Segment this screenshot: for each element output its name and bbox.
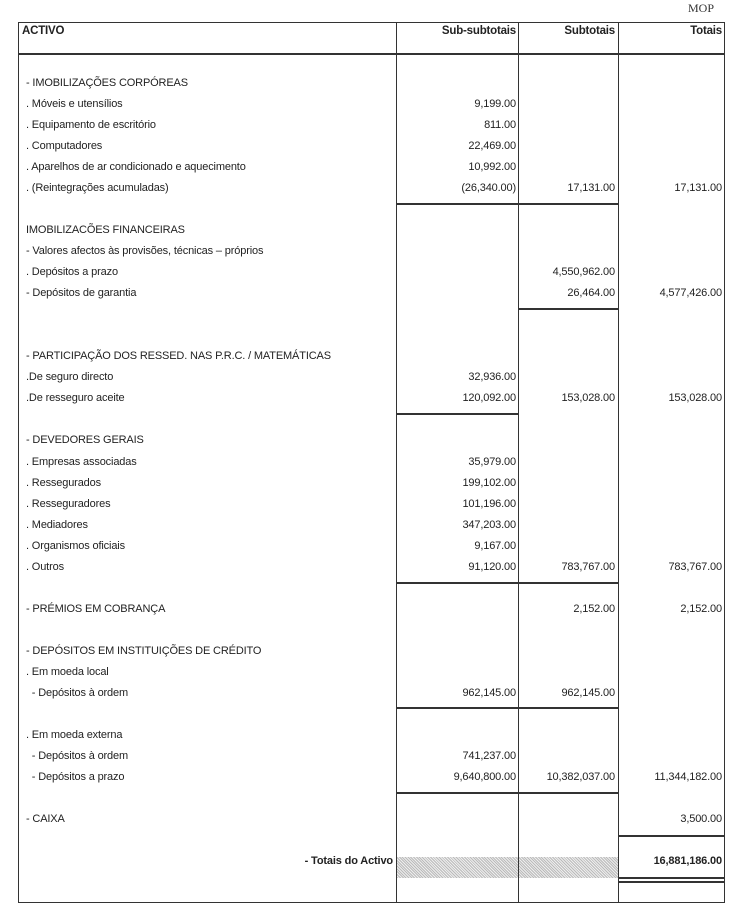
sub-subtotal-cell: 811.00 xyxy=(484,119,516,131)
row-label: - DEVEDORES GERAIS xyxy=(26,434,144,446)
row-label: . Em moeda externa xyxy=(26,729,123,741)
total-cell: 3,500.00 xyxy=(680,813,722,825)
table-row xyxy=(0,262,743,282)
row-label: - PRÉMIOS EM COBRANÇA xyxy=(26,603,166,615)
subtotal-cell: 783,767.00 xyxy=(561,561,615,573)
table-row xyxy=(0,220,743,240)
row-label: . Ressegurados xyxy=(26,477,101,489)
sub-subtotal-cell: 10,992.00 xyxy=(468,161,516,173)
row-label: . Depósitos a prazo xyxy=(26,266,118,278)
row-label: - Valores afectos às provisões, técnicas – próprios xyxy=(26,245,264,257)
sub-subtotal-cell: 101,196.00 xyxy=(462,498,516,510)
table-row xyxy=(0,73,743,93)
section-divider xyxy=(518,308,618,310)
table-row xyxy=(0,94,743,114)
total-cell: 783,767.00 xyxy=(668,561,722,573)
row-label: . Empresas associadas xyxy=(26,456,137,468)
table-row xyxy=(0,346,743,366)
row-label: - DEPÓSITOS EM INSTITUIÇÕES DE CRÉDITO xyxy=(26,645,262,657)
sub-subtotal-cell: 9,640,800.00 xyxy=(453,771,516,783)
row-label: . Organismos oficiais xyxy=(26,540,125,552)
section-divider xyxy=(396,707,618,709)
row-label: . (Reintegrações acumuladas) xyxy=(26,182,169,194)
subtotal-cell: 962,145.00 xyxy=(561,687,615,699)
table-row xyxy=(0,662,743,682)
row-label: . Mediadores xyxy=(26,519,88,531)
total-cell: 4,577,426.00 xyxy=(659,287,722,299)
sub-subtotal-cell: (26,340.00) xyxy=(461,182,516,194)
sub-subtotal-cell: 9,167.00 xyxy=(474,540,516,552)
table-row xyxy=(0,157,743,177)
grand-total-label: - Totais do Activo xyxy=(304,855,393,867)
currency-label: MOP xyxy=(688,1,715,15)
subtotal-cell: 10,382,037.00 xyxy=(546,771,615,783)
total-cell: 11,344,182.00 xyxy=(654,771,722,783)
table-row xyxy=(0,388,743,408)
subtotal-cell: 26,464.00 xyxy=(567,287,615,299)
header-activo: ACTIVO xyxy=(22,25,65,37)
row-label: . Aparelhos de ar condicionado e aquecimento xyxy=(26,161,246,173)
double-underline-bottom xyxy=(618,881,725,883)
header-subtotais: Subtotais xyxy=(564,25,615,37)
sub-subtotal-cell: 347,203.00 xyxy=(462,519,516,531)
table-row xyxy=(0,599,743,619)
sub-subtotal-cell: 199,102.00 xyxy=(462,477,516,489)
table-row xyxy=(0,283,743,303)
sub-subtotal-cell: 9,199.00 xyxy=(474,98,516,110)
row-label: IMOBILIZACÕES FINANCEIRAS xyxy=(26,224,185,236)
subtotal-cell: 2,152.00 xyxy=(573,603,615,615)
section-divider xyxy=(396,203,618,205)
table-row xyxy=(0,473,743,493)
table-row xyxy=(0,452,743,472)
table-row xyxy=(0,767,743,787)
sub-subtotal-cell: 120,092.00 xyxy=(462,392,516,404)
total-cell: 2,152.00 xyxy=(680,603,722,615)
row-label: . Resseguradores xyxy=(26,498,111,510)
row-label: - Depósitos à ordem xyxy=(26,750,129,762)
row-label: . Outros xyxy=(26,561,64,573)
table-row xyxy=(0,241,743,261)
row-label: - IMOBILIZAÇÕES CORPÓREAS xyxy=(26,77,188,89)
row-label: - PARTICIPAÇÃO DOS RESSED. NAS P.R.C. / MATEMÁTICAS xyxy=(26,350,331,362)
header-totais: Totais xyxy=(690,25,722,37)
table-row xyxy=(0,725,743,745)
total-cell: 17,131.00 xyxy=(674,182,722,194)
total-cell: 153,028.00 xyxy=(668,392,722,404)
sub-subtotal-cell: 962,145.00 xyxy=(462,687,516,699)
section-divider xyxy=(618,835,725,837)
row-label: . Móveis e utensílios xyxy=(26,98,123,110)
table-row xyxy=(0,746,743,766)
table-row xyxy=(0,136,743,156)
row-label: . Em moeda local xyxy=(26,666,109,678)
grand-total-value: 16,881,186.00 xyxy=(653,855,722,867)
row-label: . Computadores xyxy=(26,140,103,152)
table-row xyxy=(0,809,743,829)
table-row xyxy=(0,536,743,556)
header-divider xyxy=(18,53,725,55)
sub-subtotal-cell: 91,120.00 xyxy=(468,561,516,573)
table-row xyxy=(0,115,743,135)
sub-subtotal-cell: 32,936.00 xyxy=(468,371,516,383)
row-label: - Depósitos de garantia xyxy=(26,287,137,299)
row-label: - Depósitos a prazo xyxy=(26,771,125,783)
table-row xyxy=(0,430,743,450)
table-row xyxy=(0,641,743,661)
table-row xyxy=(0,557,743,577)
table-row xyxy=(0,515,743,535)
section-divider xyxy=(396,413,518,415)
table-row xyxy=(0,494,743,514)
table-row xyxy=(0,367,743,387)
header-sub-subtotais: Sub-subtotais xyxy=(441,25,516,37)
row-label: . Equipamento de escritório xyxy=(26,119,156,131)
subtotal-cell: 4,550,962.00 xyxy=(552,266,615,278)
table-row xyxy=(0,683,743,703)
row-label: .De seguro directo xyxy=(26,371,114,383)
row-label: .De resseguro aceite xyxy=(26,392,125,404)
section-divider xyxy=(396,792,618,794)
subtotal-cell: 17,131.00 xyxy=(567,182,615,194)
sub-subtotal-cell: 741,237.00 xyxy=(462,750,516,762)
section-divider xyxy=(396,582,618,584)
sub-subtotal-cell: 22,469.00 xyxy=(468,140,516,152)
subtotal-cell: 153,028.00 xyxy=(561,392,615,404)
grand-total-row xyxy=(0,851,743,871)
double-underline-top xyxy=(618,877,725,879)
row-label: - CAIXA xyxy=(26,813,65,825)
sub-subtotal-cell: 35,979.00 xyxy=(468,456,516,468)
row-label: - Depósitos à ordem xyxy=(26,687,129,699)
table-row xyxy=(0,178,743,198)
